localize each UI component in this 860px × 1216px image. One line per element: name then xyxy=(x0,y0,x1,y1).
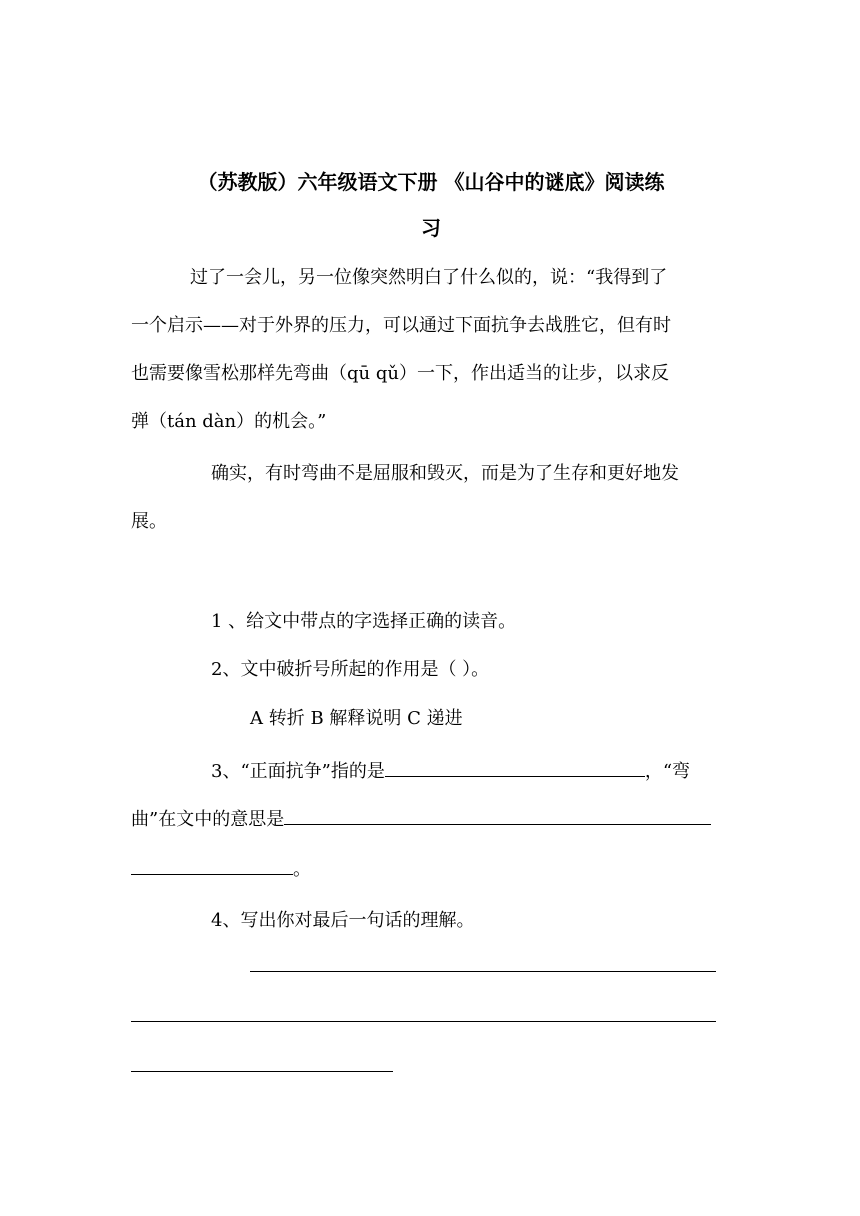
passage-paragraph-2-line-1: 确实，有时弯曲不是屈服和毁灭，而是为了生存和更好地发 xyxy=(211,463,679,484)
question-4-answer-line-1[interactable] xyxy=(250,971,716,972)
question-3-answer-blank-1[interactable] xyxy=(385,758,645,777)
question-3-end-punctuation: 。 xyxy=(293,859,311,880)
passage-paragraph-1-line-3: 也需要像雪松那样先弯曲（qū qǔ）一下，作出适当的让步，以求反 xyxy=(131,363,669,384)
question-4-answer-line-2[interactable] xyxy=(131,1021,716,1022)
document-title-line-2: 习 xyxy=(421,216,441,240)
question-3-text-part-2: ，“弯 xyxy=(644,761,691,782)
passage-paragraph-1-line-2: 一个启示——对于外界的压力，可以通过下面抗争去战胜它，但有时 xyxy=(131,315,671,336)
question-4: 4、写出你对最后一句话的理解。 xyxy=(211,910,475,931)
question-3-text-part-3: 曲”在文中的意思是 xyxy=(131,809,285,830)
question-3-answer-blank-2[interactable] xyxy=(284,806,711,825)
question-2: 2、文中破折号所起的作用是（ ）。 xyxy=(211,659,490,680)
question-3-answer-blank-3[interactable] xyxy=(131,856,293,875)
document-title-line-1: （苏教版）六年级语文下册 《山谷中的谜底》阅读练 xyxy=(197,170,665,194)
question-3-text-part-1: 3、“正面抗争”指的是 xyxy=(211,761,385,782)
question-3-line-1 xyxy=(211,757,690,787)
question-4-answer-line-3[interactable] xyxy=(131,1071,393,1072)
passage-paragraph-2-line-2: 展。 xyxy=(131,511,167,532)
question-3-line-2 xyxy=(131,805,711,835)
question-2-options: A 转折 B 解释说明 C 递进 xyxy=(250,708,463,729)
question-3-line-3 xyxy=(131,855,311,885)
question-1: 1 、给文中带点的字选择正确的读音。 xyxy=(211,611,517,632)
passage-paragraph-1-line-1: 过了一会儿，另一位像突然明白了什么似的，说：“我得到了 xyxy=(190,267,668,288)
passage-paragraph-1-line-4: 弹（tán dàn）的机会。” xyxy=(131,411,327,432)
